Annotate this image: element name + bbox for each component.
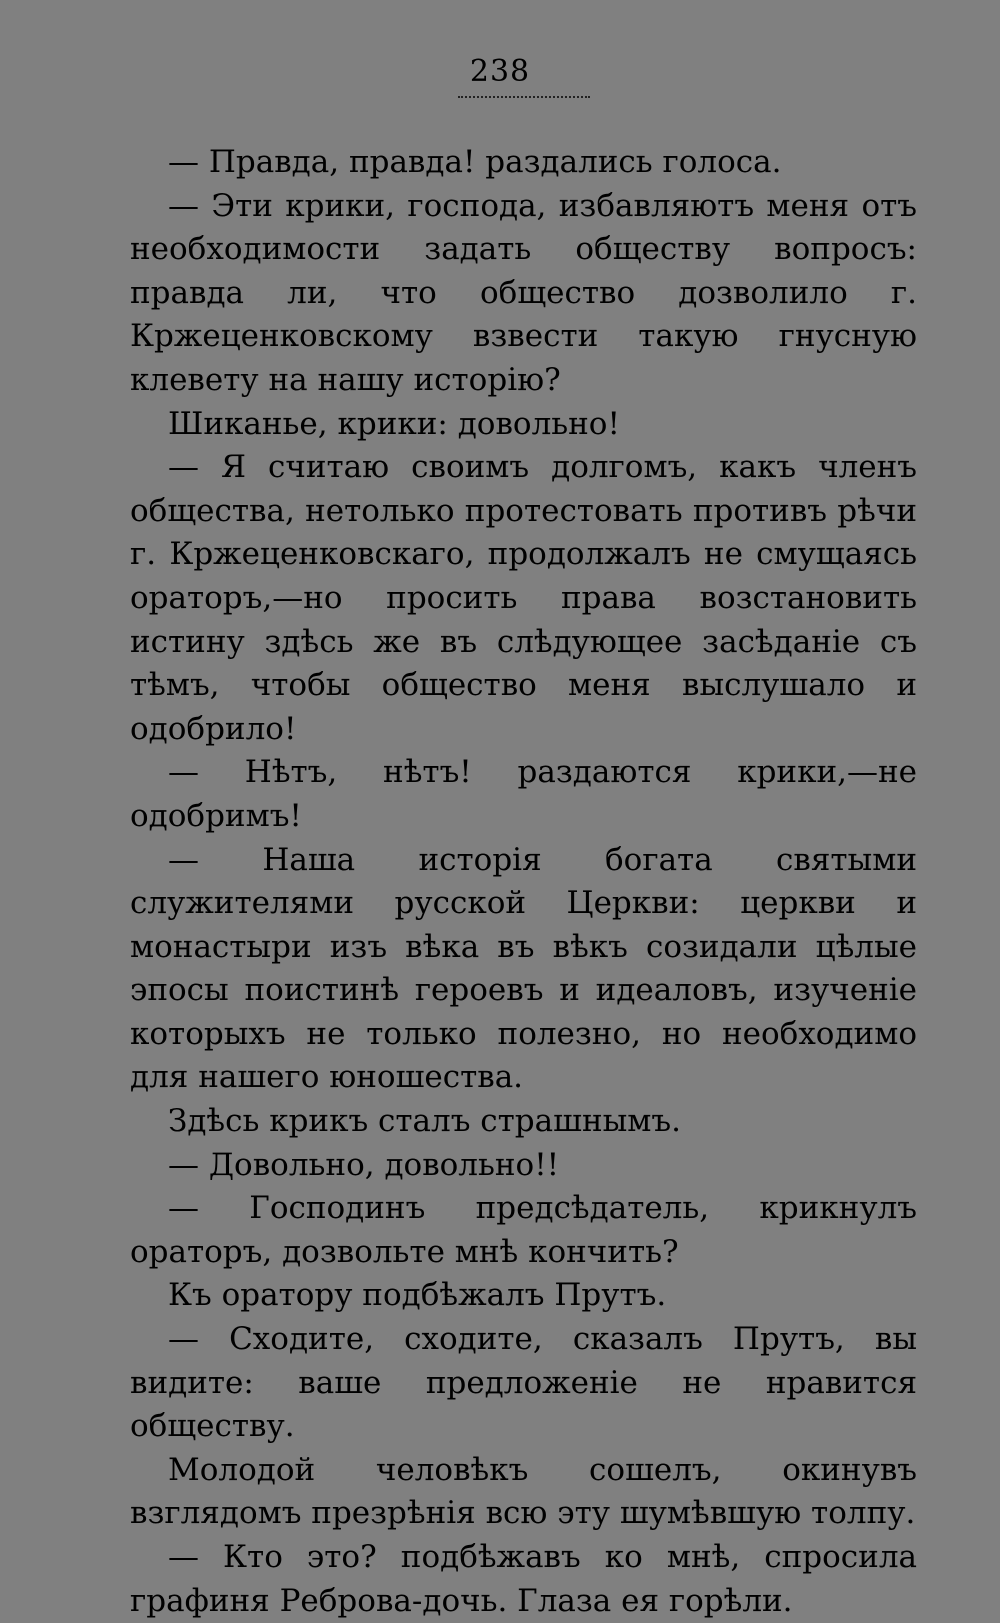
paragraph: — Эти крики, господа, избавляютъ меня отъ необходимости задать обществу вопросъ: правда ли, что общество дозволило г. Кржеценковскому взвести такую гнусную клевету на нашу исторію? bbox=[130, 187, 917, 398]
paragraph: — Кто это? подбѣжавъ ко мнѣ, спросила графиня Реброва-дочь. Глаза ея горѣли. bbox=[130, 1539, 917, 1619]
paragraph: — Довольно, довольно!! bbox=[168, 1146, 560, 1183]
page-body bbox=[130, 141, 917, 1623]
paragraph: — Я считаю своимъ долгомъ, какъ членъ общества, нетолько протестовать противъ рѣчи г. Кржеценковскаго, продолжалъ не смущаясь ораторъ,—но просить права возстановить истину здѣсь же въ слѣдующее засѣданіе съ тѣмъ, чтобы общество меня выслушало и одобрило! bbox=[130, 449, 917, 747]
paragraph: — Нѣтъ, нѣтъ! раздаются крики,—не одобримъ! bbox=[130, 754, 917, 834]
page-number: 238 bbox=[469, 54, 531, 89]
header-rule bbox=[458, 96, 590, 98]
paragraph: — Сходите, сходите, сказалъ Прутъ, вы видите: ваше предложеніе не нравится обществу. bbox=[130, 1321, 917, 1445]
paragraph: Шиканье, крики: довольно! bbox=[168, 405, 620, 442]
paragraph: — Наша исторія богата святыми служителями русской Церкви: церкви и монастыри изъ вѣка въ вѣкъ созидали цѣлые эпосы поистинѣ героевъ и идеаловъ, изученіе которыхъ не только полезно, но необходимо для нашего юношества. bbox=[130, 841, 917, 1096]
paragraph: — Правда, правда! раздались голоса. bbox=[168, 144, 782, 180]
paragraph: Молодой человѣкъ сошелъ, окинувъ взглядомъ презрѣнія всю эту шумѣвшую толпу. bbox=[130, 1451, 917, 1532]
paragraph: Къ оратору подбѣжалъ Прутъ. bbox=[168, 1277, 667, 1314]
paragraph: Здѣсь крикъ сталъ страшнымъ. bbox=[168, 1103, 681, 1140]
paragraph: — Господинъ предсѣдатель, крикнулъ ораторъ, дозвольте мнѣ кончить? bbox=[130, 1190, 917, 1270]
